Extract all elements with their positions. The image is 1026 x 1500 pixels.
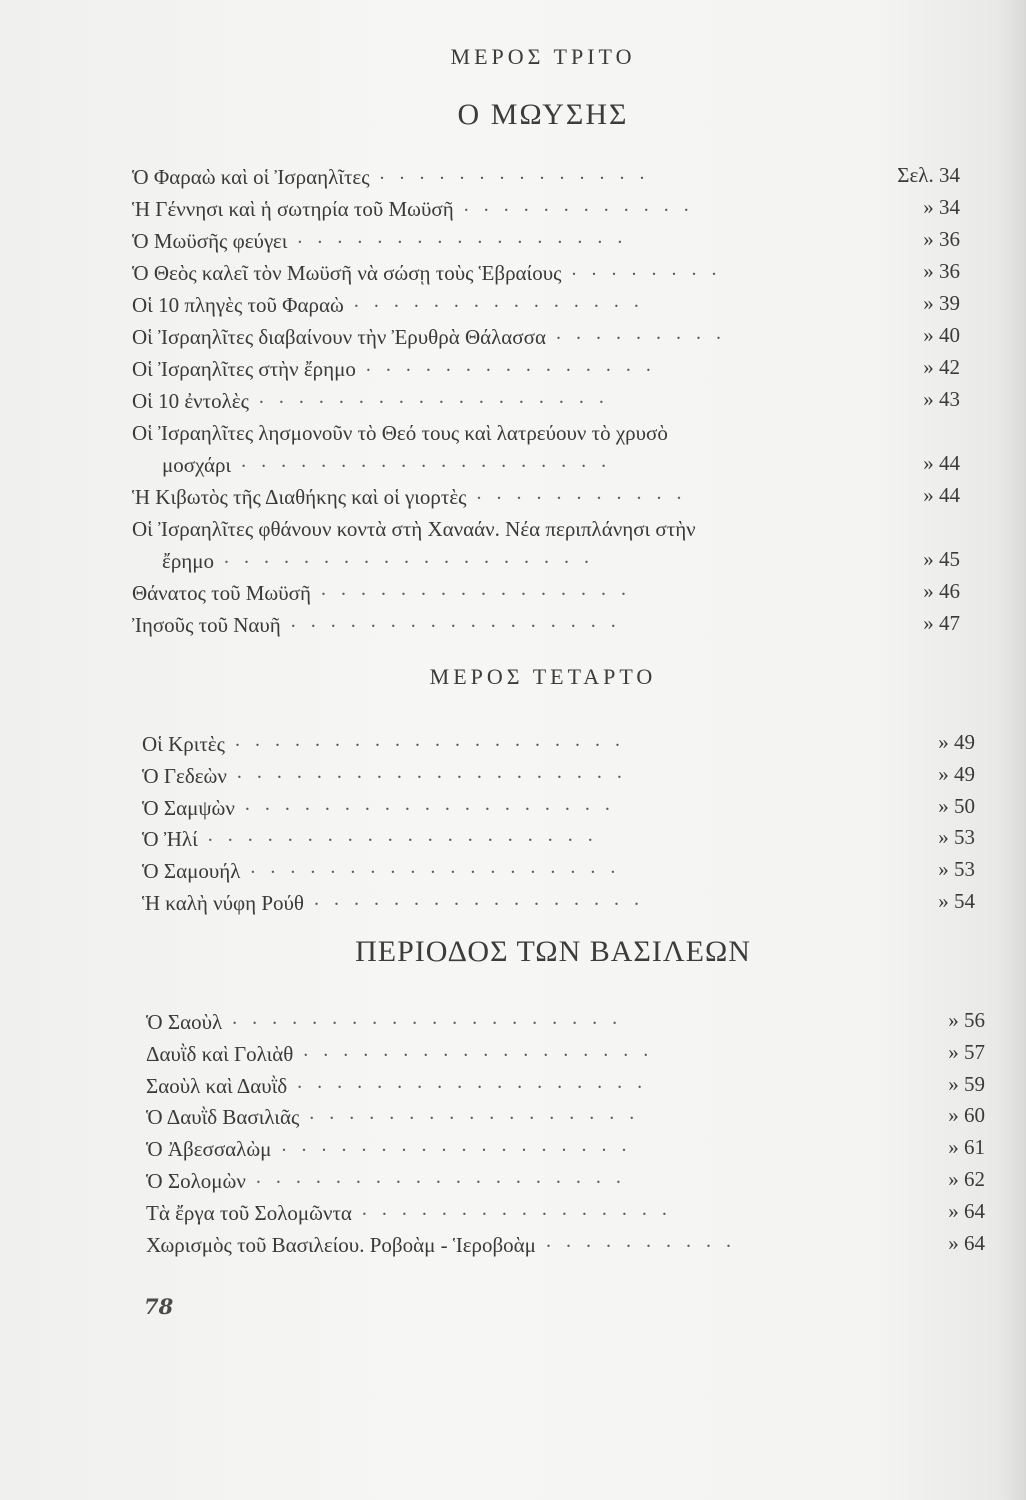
toc-entry-title: Ὁ Σαοὺλ bbox=[146, 1010, 223, 1034]
toc-entry-page: » 64 bbox=[948, 1198, 985, 1223]
toc-entry bbox=[132, 162, 960, 197]
toc-entry bbox=[142, 888, 975, 923]
toc-entry-title: Ὁ Σολομὼν bbox=[146, 1169, 246, 1193]
toc-entry bbox=[132, 354, 960, 389]
toc-entry bbox=[132, 290, 960, 325]
toc-entry-page: Σελ. 34 bbox=[897, 163, 960, 187]
toc-entry-title: Ἡ καλὴ νύφη Ρούθ bbox=[142, 891, 304, 915]
toc-entry-title: Ὁ Ἀβεσσαλὼμ bbox=[146, 1137, 272, 1162]
dot-leader: ................. bbox=[309, 1102, 650, 1125]
toc-entry bbox=[142, 824, 975, 859]
dot-leader: ............... bbox=[353, 290, 654, 312]
toc-entry-title: Οἱ 10 ἐντολὲς bbox=[132, 389, 249, 413]
toc-entry bbox=[132, 386, 960, 421]
toc-entry-page: » 45 bbox=[923, 547, 960, 571]
dot-leader: ................. bbox=[297, 226, 638, 248]
toc-entry-title: Ὁ Σαμψὼν bbox=[142, 795, 235, 820]
toc-entry-page: » 54 bbox=[938, 889, 975, 913]
dot-leader: ........ bbox=[571, 258, 732, 280]
toc-entry-page: » 59 bbox=[948, 1071, 985, 1096]
dot-leader: .................... bbox=[232, 1007, 633, 1029]
toc-entry bbox=[142, 856, 975, 891]
dot-leader: .................. bbox=[297, 1070, 658, 1093]
toc-entry-title: Ἡ Κιβωτὸς τῆς Διαθήκης καὶ οἱ γιορτὲς bbox=[132, 485, 467, 509]
toc-entry bbox=[146, 1229, 985, 1265]
toc-entry-page: » 47 bbox=[923, 611, 960, 635]
toc-entry bbox=[132, 421, 960, 453]
toc-entry-page: » 46 bbox=[923, 579, 960, 603]
toc-entry bbox=[142, 729, 975, 764]
dot-leader: ............... bbox=[365, 354, 666, 376]
toc-entry bbox=[146, 1102, 985, 1137]
toc-entry-title: Ὁ Θεὸς καλεῖ τὸν Μωϋσῆ νὰ σώσῃ τοὺς Ἑβραίους bbox=[132, 261, 562, 285]
toc-entry bbox=[146, 1166, 985, 1201]
toc-entry bbox=[132, 322, 960, 357]
dot-leader: ................... bbox=[250, 856, 631, 879]
toc-entry-title: Οἱ Ἰσραηλῖτες στὴν ἔρημο bbox=[132, 357, 356, 381]
dot-leader: .............. bbox=[379, 162, 660, 184]
toc-entry bbox=[132, 517, 960, 549]
dot-leader: .................... bbox=[207, 824, 608, 847]
dot-leader: ................. bbox=[290, 610, 631, 632]
toc-entry bbox=[146, 1070, 985, 1106]
toc-entry bbox=[146, 1134, 985, 1169]
toc-entry bbox=[132, 194, 960, 229]
toc-entry-title: Θάνατος τοῦ Μωϋσῆ bbox=[132, 581, 311, 605]
toc-entry bbox=[142, 760, 975, 796]
toc-entry-page: » 42 bbox=[923, 355, 960, 379]
dot-leader: ........... bbox=[476, 482, 697, 504]
toc-entry-page: » 40 bbox=[923, 323, 960, 347]
toc-entry-page: » 49 bbox=[938, 761, 975, 786]
toc-entry-title: Οἱ Ἰσραηλῖτες λησμονοῦν τὸ Θεό τους καὶ λατρεύουν τὸ χρυσὸ bbox=[132, 421, 668, 445]
toc-entry-title: Ὁ Σαμουήλ bbox=[142, 859, 241, 884]
toc-entry-page: » 62 bbox=[948, 1167, 985, 1191]
toc-entry-title: Σαοὺλ καὶ Δαυῒδ bbox=[146, 1073, 288, 1098]
toc-entry-page: » 61 bbox=[948, 1135, 985, 1160]
toc-entry-title: Οἱ Κριτὲς bbox=[142, 732, 225, 756]
toc-entry-page: » 53 bbox=[938, 825, 975, 850]
toc-entry-page: » 43 bbox=[923, 387, 960, 411]
toc-entry bbox=[132, 546, 960, 581]
toc-entry-page: » 39 bbox=[923, 291, 960, 315]
toc-entry-page: » 34 bbox=[923, 195, 960, 219]
part4-heading: ΜΕΡΟΣ ΤΕΤΑΡΤΟ bbox=[429, 664, 657, 689]
dot-leader: ................... bbox=[241, 450, 622, 472]
toc-entry-page: » 53 bbox=[938, 857, 975, 882]
toc-entry-title: μοσχάρι bbox=[162, 453, 232, 477]
toc-entry-page: » 64 bbox=[948, 1230, 985, 1255]
toc-entry-title: Οἱ Ἰσραηλῖτες φθάνουν κοντὰ στὴ Χαναάν. Νέα περιπλάνησι στὴν bbox=[132, 517, 696, 541]
toc-entry-title: Ὁ Φαραὼ καὶ οἱ Ἰσραηλῖτες bbox=[132, 165, 370, 189]
dot-leader: .................. bbox=[303, 1038, 664, 1061]
toc-entry bbox=[142, 792, 975, 828]
toc-entry-title: Ὁ Γεδεὼν bbox=[142, 763, 227, 788]
toc-entry-title: Οἱ Ἰσραηλῖτες διαβαίνουν τὴν Ἐρυθρὰ Θάλασσα bbox=[132, 325, 546, 349]
toc-entry bbox=[132, 258, 960, 293]
part3-heading: ΜΕΡΟΣ ΤΡΙΤΟ bbox=[450, 44, 636, 69]
part3-subheading: Ο ΜΩΥΣΗΣ bbox=[457, 98, 629, 131]
toc-entry-page: » 49 bbox=[938, 730, 975, 754]
toc-entry-page: » 36 bbox=[923, 259, 960, 283]
toc-entry bbox=[132, 610, 960, 645]
toc-entry bbox=[132, 482, 960, 517]
page-edge-shadow bbox=[1000, 0, 1026, 1500]
dot-leader: ................... bbox=[224, 546, 605, 568]
toc-entry-page: » 57 bbox=[948, 1039, 985, 1064]
toc-entry-title: Τὰ ἔργα τοῦ Σολομῶντα bbox=[146, 1200, 352, 1225]
toc-entry bbox=[146, 1007, 985, 1042]
dot-leader: .................. bbox=[258, 386, 619, 408]
dot-leader: .................. bbox=[281, 1134, 642, 1157]
toc-entry bbox=[132, 578, 960, 613]
toc-entry-title: Ὁ Ἠλί bbox=[142, 827, 198, 852]
toc-entry-page: » 44 bbox=[923, 451, 960, 475]
toc-entry-title: Ἰησοῦς τοῦ Ναυῆ bbox=[132, 613, 281, 637]
toc-entry-title: Ἡ Γέννησι καὶ ἡ σωτηρία τοῦ Μωϋσῆ bbox=[132, 197, 454, 221]
toc-entry bbox=[146, 1197, 985, 1233]
dot-leader: .................... bbox=[234, 729, 635, 751]
toc-entry-page: » 50 bbox=[938, 793, 975, 818]
toc-entry-title: ἔρημο bbox=[162, 549, 215, 573]
dot-leader: .................... bbox=[236, 760, 637, 783]
dot-leader: ................. bbox=[314, 888, 654, 910]
toc-entry-page: » 56 bbox=[948, 1008, 985, 1032]
dot-leader: ......... bbox=[555, 322, 736, 344]
toc-entry-title: Οἱ 10 πληγὲς τοῦ Φαραὼ bbox=[132, 293, 344, 317]
kings-heading: ΠΕΡΙΟΔΟΣ ΤΩΝ ΒΑΣΙΛΕΩΝ bbox=[355, 935, 751, 968]
dot-leader: ................... bbox=[244, 792, 625, 815]
toc-entry bbox=[132, 450, 960, 485]
toc-entry bbox=[146, 1038, 985, 1074]
toc-entry-page: » 36 bbox=[923, 227, 960, 251]
toc-entry-title: Ὁ Δαυῒδ Βασιλιᾶς bbox=[146, 1105, 300, 1130]
dot-leader: ................... bbox=[255, 1166, 636, 1188]
toc-entry-title: Ὁ Μωϋσῆς φεύγει bbox=[132, 229, 288, 253]
toc-entry-page: » 60 bbox=[948, 1103, 985, 1128]
toc-entry-title: Δαυῒδ καὶ Γολιὰθ bbox=[146, 1041, 294, 1066]
toc-entry-title: Χωρισμὸς τοῦ Βασιλείου. Ροβοὰμ - Ἱεροβοὰμ bbox=[146, 1232, 536, 1257]
dot-leader: .......... bbox=[545, 1229, 746, 1252]
dot-leader: ................ bbox=[361, 1197, 682, 1220]
dot-leader: ................ bbox=[320, 578, 641, 600]
dot-leader: ............ bbox=[463, 194, 704, 216]
toc-entry-page: » 44 bbox=[923, 483, 960, 507]
toc-entry bbox=[132, 226, 960, 261]
page-number: 78 bbox=[144, 1294, 174, 1319]
